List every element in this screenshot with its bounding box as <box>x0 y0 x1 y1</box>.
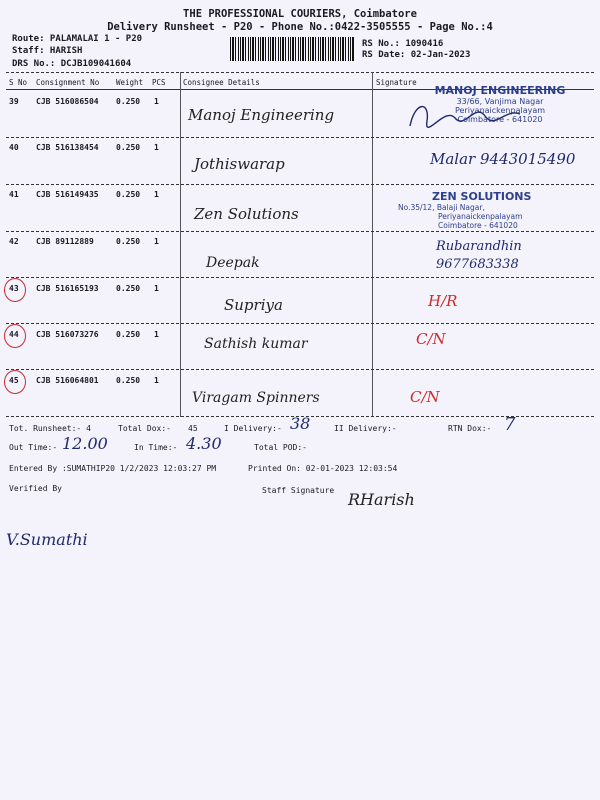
row-signature: Rubarandhin 9677683338 <box>436 239 522 272</box>
stamp-address: Periyanaickenpalayam <box>438 212 523 221</box>
row-consignment: CJB 516165193 <box>36 284 99 293</box>
row-pcs: 1 <box>154 190 159 199</box>
row-consignment: CJB 516086504 <box>36 97 99 106</box>
column-divider <box>372 72 373 417</box>
row-weight: 0.250 <box>116 97 141 106</box>
row-signature: H/R <box>428 292 458 310</box>
separator <box>6 369 594 370</box>
out-time-label: Out Time:- <box>9 443 58 452</box>
rtn-dox-value: 7 <box>504 414 516 435</box>
separator <box>6 72 594 73</box>
stamp-address: Periyanaickenpalayam <box>454 106 546 115</box>
printed-on: Printed On: 02-01-2023 12:03:54 <box>248 464 398 473</box>
rtn-dox-label: RTN Dox:- <box>448 424 492 433</box>
col-consignee: Consignee Details <box>183 78 260 87</box>
row-signature: C/N <box>416 330 446 348</box>
separator <box>6 184 594 185</box>
in-time-value: 4.30 <box>186 434 222 453</box>
verified-by-label: Verified By <box>9 484 62 493</box>
row-pcs: 1 <box>154 376 159 385</box>
separator <box>6 277 594 278</box>
total-dox-value: 45 <box>188 424 198 433</box>
total-runsheet: Tot. Runsheet:- 4 <box>9 424 91 433</box>
company-stamp <box>398 190 590 230</box>
row-pcs: 1 <box>154 97 159 106</box>
row-consignment: CJB 516073276 <box>36 330 99 339</box>
out-time-value: 12.00 <box>62 434 108 453</box>
row-pcs: 1 <box>154 284 159 293</box>
row-weight: 0.250 <box>116 284 141 293</box>
drs-number: DRS No.: DCJB109041604 <box>12 59 132 69</box>
entered-by: Entered By :SUMATHIP20 1/2/2023 12:03:27 PM <box>9 464 217 473</box>
row-consignee: Zen Solutions <box>194 205 299 223</box>
row-weight: 0.250 <box>116 237 141 246</box>
route-label: Route: PALAMALAI 1 - P20 <box>12 34 143 44</box>
row-weight: 0.250 <box>116 330 141 339</box>
row-weight: 0.250 <box>116 190 141 199</box>
row-consignee: Sathish kumar <box>204 336 308 352</box>
col-weight: Weight <box>116 78 144 87</box>
stamp-name: MANOJ ENGINEERING <box>434 84 566 97</box>
row-sno: 44 <box>9 330 19 339</box>
col-sno: S No <box>9 78 28 87</box>
col-signature: Signature <box>376 78 417 87</box>
row-consignment: CJB 516149435 <box>36 190 99 199</box>
row-weight: 0.250 <box>116 143 141 152</box>
row-pcs: 1 <box>154 237 159 246</box>
row-sno: 42 <box>9 237 19 246</box>
runsheet-subtitle: Delivery Runsheet - P20 - Phone No.:0422-3505555 - Page No.:4 <box>107 21 493 33</box>
stamp-name: ZEN SOLUTIONS <box>432 190 532 203</box>
separator <box>6 323 594 324</box>
row-pcs: 1 <box>154 143 159 152</box>
total-dox-label: Total Dox:- <box>118 424 171 433</box>
staff-signature-hand: RHarish <box>348 490 415 509</box>
row-sno: 41 <box>9 190 19 199</box>
i-delivery-label: I Delivery:- <box>224 424 282 433</box>
row-consignee: Jothiswarap <box>194 155 285 173</box>
row-consignee: Deepak <box>206 255 260 271</box>
runsheet-title: THE PROFESSIONAL COURIERS, Coimbatore <box>183 8 417 20</box>
staff-label: Staff: HARISH <box>12 46 83 56</box>
separator <box>6 231 594 232</box>
col-consignment: Consignment No <box>36 78 100 87</box>
row-weight: 0.250 <box>116 376 141 385</box>
stamp-address: Coimbatore - 641020 <box>457 115 543 124</box>
stamp-address: 33/66, Vanjima Nagar <box>456 97 544 106</box>
row-consignment: CJB 516138454 <box>36 143 99 152</box>
row-signature: C/N <box>410 388 440 406</box>
rs-number: RS No.: 1090416 <box>362 39 444 49</box>
in-time-label: In Time:- <box>134 443 178 452</box>
ii-delivery-label: II Delivery:- <box>334 424 397 433</box>
row-sno: 40 <box>9 143 19 152</box>
stamp-address: No.35/12, Balaji Nagar, <box>398 203 485 212</box>
col-pcs: PCS <box>152 78 166 87</box>
staff-signature-label: Staff Signature <box>262 486 335 495</box>
row-consignee: Manoj Engineering <box>188 106 335 124</box>
row-consignment: CJB 89112889 <box>36 237 94 246</box>
stamp-address: Coimbatore - 641020 <box>438 221 518 230</box>
row-sno: 39 <box>9 97 19 106</box>
row-consignee: Supriya <box>224 296 283 314</box>
row-consignment: CJB 516064801 <box>36 376 99 385</box>
verified-signature-hand: V.Sumathi <box>6 530 88 549</box>
i-delivery-value: 38 <box>290 414 311 433</box>
column-divider <box>180 72 181 417</box>
row-sno: 43 <box>9 284 19 293</box>
rs-date: RS Date: 02-Jan-2023 <box>362 50 471 60</box>
separator <box>6 137 594 138</box>
row-sno: 45 <box>9 376 19 385</box>
row-pcs: 1 <box>154 330 159 339</box>
signature-scribble <box>405 96 525 136</box>
barcode <box>230 37 354 61</box>
row-consignee: Viragam Spinners <box>192 390 320 406</box>
row-signature: Malar 9443015490 <box>430 150 576 168</box>
total-pod-label: Total POD:- <box>254 443 307 452</box>
